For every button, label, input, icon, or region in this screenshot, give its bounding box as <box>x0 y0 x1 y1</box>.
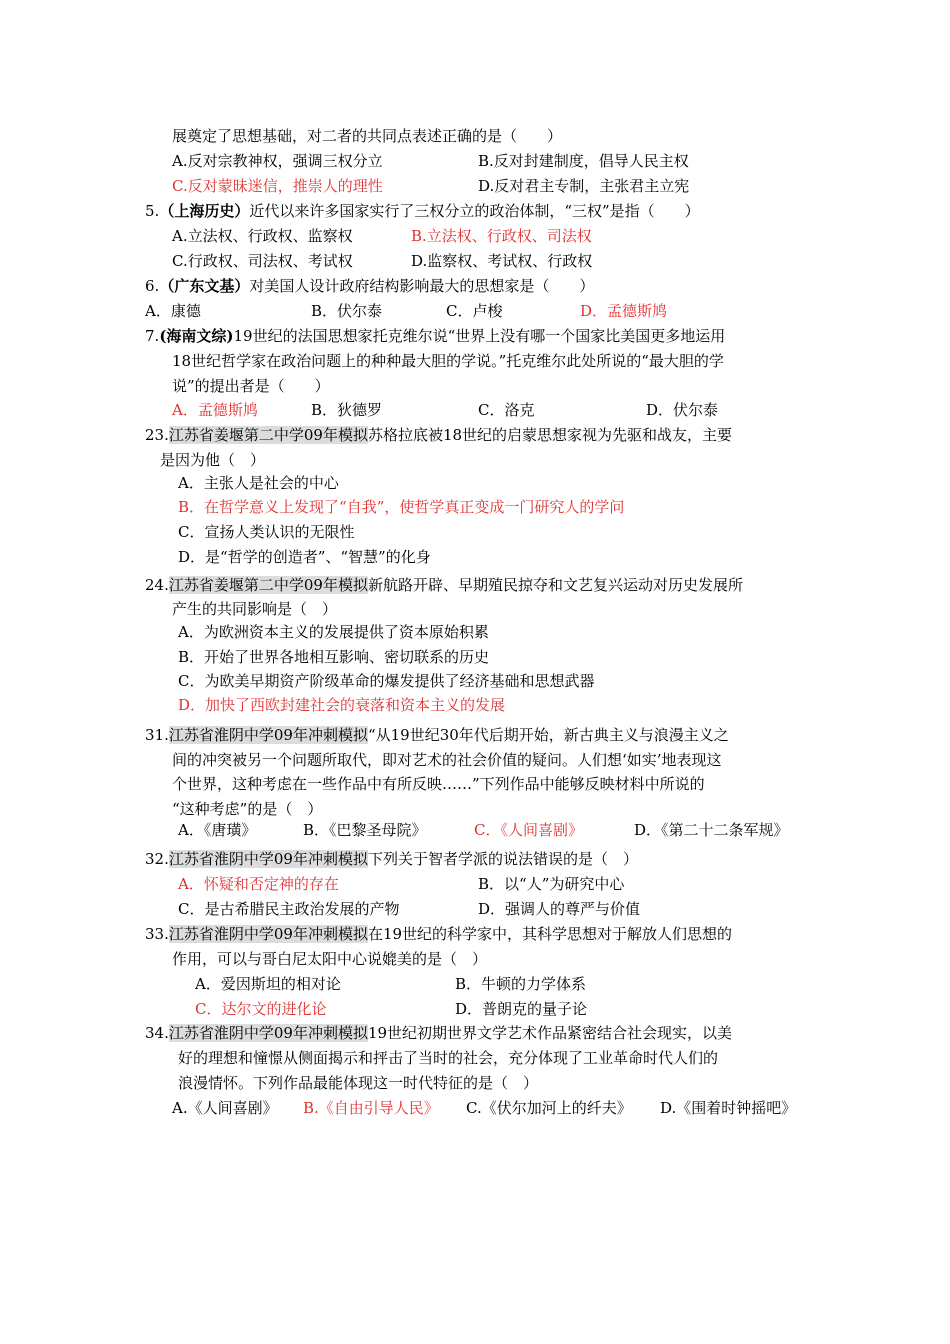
question-stem: 近代以来许多国家实行了三权分立的政治体制，“三权”是指（ ） <box>249 202 700 220</box>
option-c-answer: C．《人间喜剧》 <box>474 821 583 839</box>
option-b: B．伏尔泰 <box>311 302 383 320</box>
option-a: A．爱因斯坦的相对论 <box>195 975 341 993</box>
option-b: B．牛顿的力学体系 <box>455 975 587 993</box>
question-31 <box>145 724 729 746</box>
option-b: B．开始了世界各地相互影响、密切联系的历史 <box>178 648 490 666</box>
option-c: C.行政权、司法权、考试权 <box>172 252 353 270</box>
question-number: 32. <box>145 850 169 868</box>
question-source: (海南文综) <box>159 327 234 345</box>
question-number: 24. <box>145 576 169 594</box>
question-number: 33. <box>145 925 169 943</box>
question-stem: 19世纪的法国思想家托克维尔说“世界上没有哪一个国家比美国更多地运用 <box>233 327 726 345</box>
option-a: A.反对宗教神权，强调三权分立 <box>172 152 383 170</box>
question-stem-line: 好的理想和憧憬从侧面揭示和抨击了当时的社会，充分体现了工业革命时代人们的 <box>178 1049 719 1067</box>
question-stem: 下列关于智者学派的说法错误的是（ ） <box>367 850 638 868</box>
option-c-answer: C．达尔文的进化论 <box>195 1000 327 1018</box>
question-stem-line: 是因为他（ ） <box>160 451 266 469</box>
question-stem: 19世纪初期世界文学艺术作品紧密结合社会现实，以美 <box>367 1024 733 1042</box>
option-a: A．康德 <box>145 302 201 320</box>
question-source: 江苏省淮阴中学09年冲刺模拟 <box>168 726 368 744</box>
option-b: B.反对封建制度，倡导人民主权 <box>478 152 689 170</box>
option-d: D．是“哲学的创造者”、“智慧”的化身 <box>178 548 431 566</box>
option-c: C．宣扬人类认识的无限性 <box>178 523 355 541</box>
question-source: 江苏省淮阴中学09年冲刺模拟 <box>168 850 368 868</box>
option-a-answer: A．怀疑和否定神的存在 <box>178 875 339 893</box>
option-c-answer: C.反对蒙昧迷信，推崇人的理性 <box>172 177 383 195</box>
question-stem: 对美国人设计政府结构影响最大的思想家是（ ） <box>249 277 595 295</box>
question-stem-line: 产生的共同影响是（ ） <box>172 600 338 618</box>
question-stem-line: 间的冲突被另一个问题所取代，即对艺术的社会价值的疑问。人们想‘如实’地表现这 <box>172 751 722 769</box>
question-stem: 新航路开辟、早期殖民掠夺和文艺复兴运动对历史发展所 <box>367 576 743 594</box>
question-stem: 苏格拉底被18世纪的启蒙思想家视为先驱和战友，主要 <box>367 426 733 444</box>
option-d: D．强调人的尊严与价值 <box>478 900 641 918</box>
option-d-answer: D．加快了西欧封建社会的衰落和资本主义的发展 <box>178 696 506 714</box>
option-c: C．为欧美早期资产阶级革命的爆发提供了经济基础和思想武器 <box>178 672 595 690</box>
question-stem-line: “这种考虑”的是（ ） <box>172 800 323 818</box>
question-source: （广东文基） <box>159 277 250 295</box>
option-c: C．是古希腊民主政治发展的产物 <box>178 900 400 918</box>
question-stem-line: 浪漫情怀。下列作品最能体现这一时代特征的是（ ） <box>178 1074 539 1092</box>
question-34 <box>145 1022 732 1044</box>
option-d: D.《围着时钟摇吧》 <box>660 1099 797 1117</box>
question-number: 34. <box>145 1024 169 1042</box>
option-c: C．卢梭 <box>446 302 503 320</box>
question-5 <box>145 200 700 222</box>
option-d: D．普朗克的量子论 <box>455 1000 588 1018</box>
option-b-answer: B.立法权、行政权、司法权 <box>411 227 592 245</box>
option-c: C．洛克 <box>478 401 535 419</box>
option-c: C.《伏尔加河上的纤夫》 <box>466 1099 632 1117</box>
question-number: 6. <box>145 277 160 295</box>
question-6 <box>145 275 594 297</box>
option-a: A．主张人是社会的中心 <box>178 474 339 492</box>
option-d: D．《第二十二条军规》 <box>634 821 789 839</box>
question-number: 31. <box>145 726 169 744</box>
question-stem-line: 个世界，这种考虑在一些作品中有所反映……”下列作品中能够反映材料中所说的 <box>172 775 705 793</box>
question-stem-line: 说”的提出者是（ ） <box>172 377 330 395</box>
option-b: B．《巴黎圣母院》 <box>303 821 427 839</box>
option-d: D．伏尔泰 <box>646 401 719 419</box>
option-b: B．狄德罗 <box>311 401 383 419</box>
option-d: D.反对君主专制，主张君主立宪 <box>478 177 690 195</box>
question-33 <box>145 923 732 945</box>
option-a: A.《人间喜剧》 <box>172 1099 278 1117</box>
option-d-answer: D．孟德斯鸠 <box>580 302 668 320</box>
option-a: A．《唐璜》 <box>178 821 257 839</box>
option-b: B．以“人”为研究中心 <box>478 875 625 893</box>
option-a: A.立法权、行政权、监察权 <box>172 227 353 245</box>
question-24 <box>145 574 743 596</box>
question-23 <box>145 424 732 446</box>
question-stem: “从19世纪30年代后期开始，新古典主义与浪漫主义之 <box>367 726 729 744</box>
option-b-answer: B．在哲学意义上发现了“自我”，使哲学真正变成一门研究人的学问 <box>178 498 625 516</box>
question-number: 7. <box>145 327 160 345</box>
question-source: 江苏省姜堰第二中学09年模拟 <box>168 576 368 594</box>
option-a-answer: A．孟德斯鸠 <box>172 401 258 419</box>
option-b-answer: B.《自由引导人民》 <box>303 1099 439 1117</box>
question-source: 江苏省淮阴中学09年冲刺模拟 <box>168 925 368 943</box>
question-source: 江苏省淮阴中学09年冲刺模拟 <box>168 1024 368 1042</box>
option-d: D.监察权、考试权、行政权 <box>411 252 593 270</box>
question-stem-line: 展奠定了思想基础，对二者的共同点表述正确的是（ ） <box>172 127 563 145</box>
question-source: （上海历史） <box>159 202 250 220</box>
question-stem-line: 18世纪哲学家在政治问题上的种种最大胆的学说。”托克维尔此处所说的“最大胆的学 <box>172 352 724 370</box>
question-source: 江苏省姜堰第二中学09年模拟 <box>168 426 368 444</box>
question-stem-line: 作用，可以与哥白尼太阳中心说媲美的是（ ） <box>172 950 488 968</box>
option-a: A．为欧洲资本主义的发展提供了资本原始积累 <box>178 623 489 641</box>
question-number: 23. <box>145 426 169 444</box>
question-stem: 在19世纪的科学家中，其科学思想对于解放人们思想的 <box>367 925 733 943</box>
question-7 <box>145 325 725 347</box>
question-number: 5. <box>145 202 160 220</box>
question-32 <box>145 848 638 870</box>
